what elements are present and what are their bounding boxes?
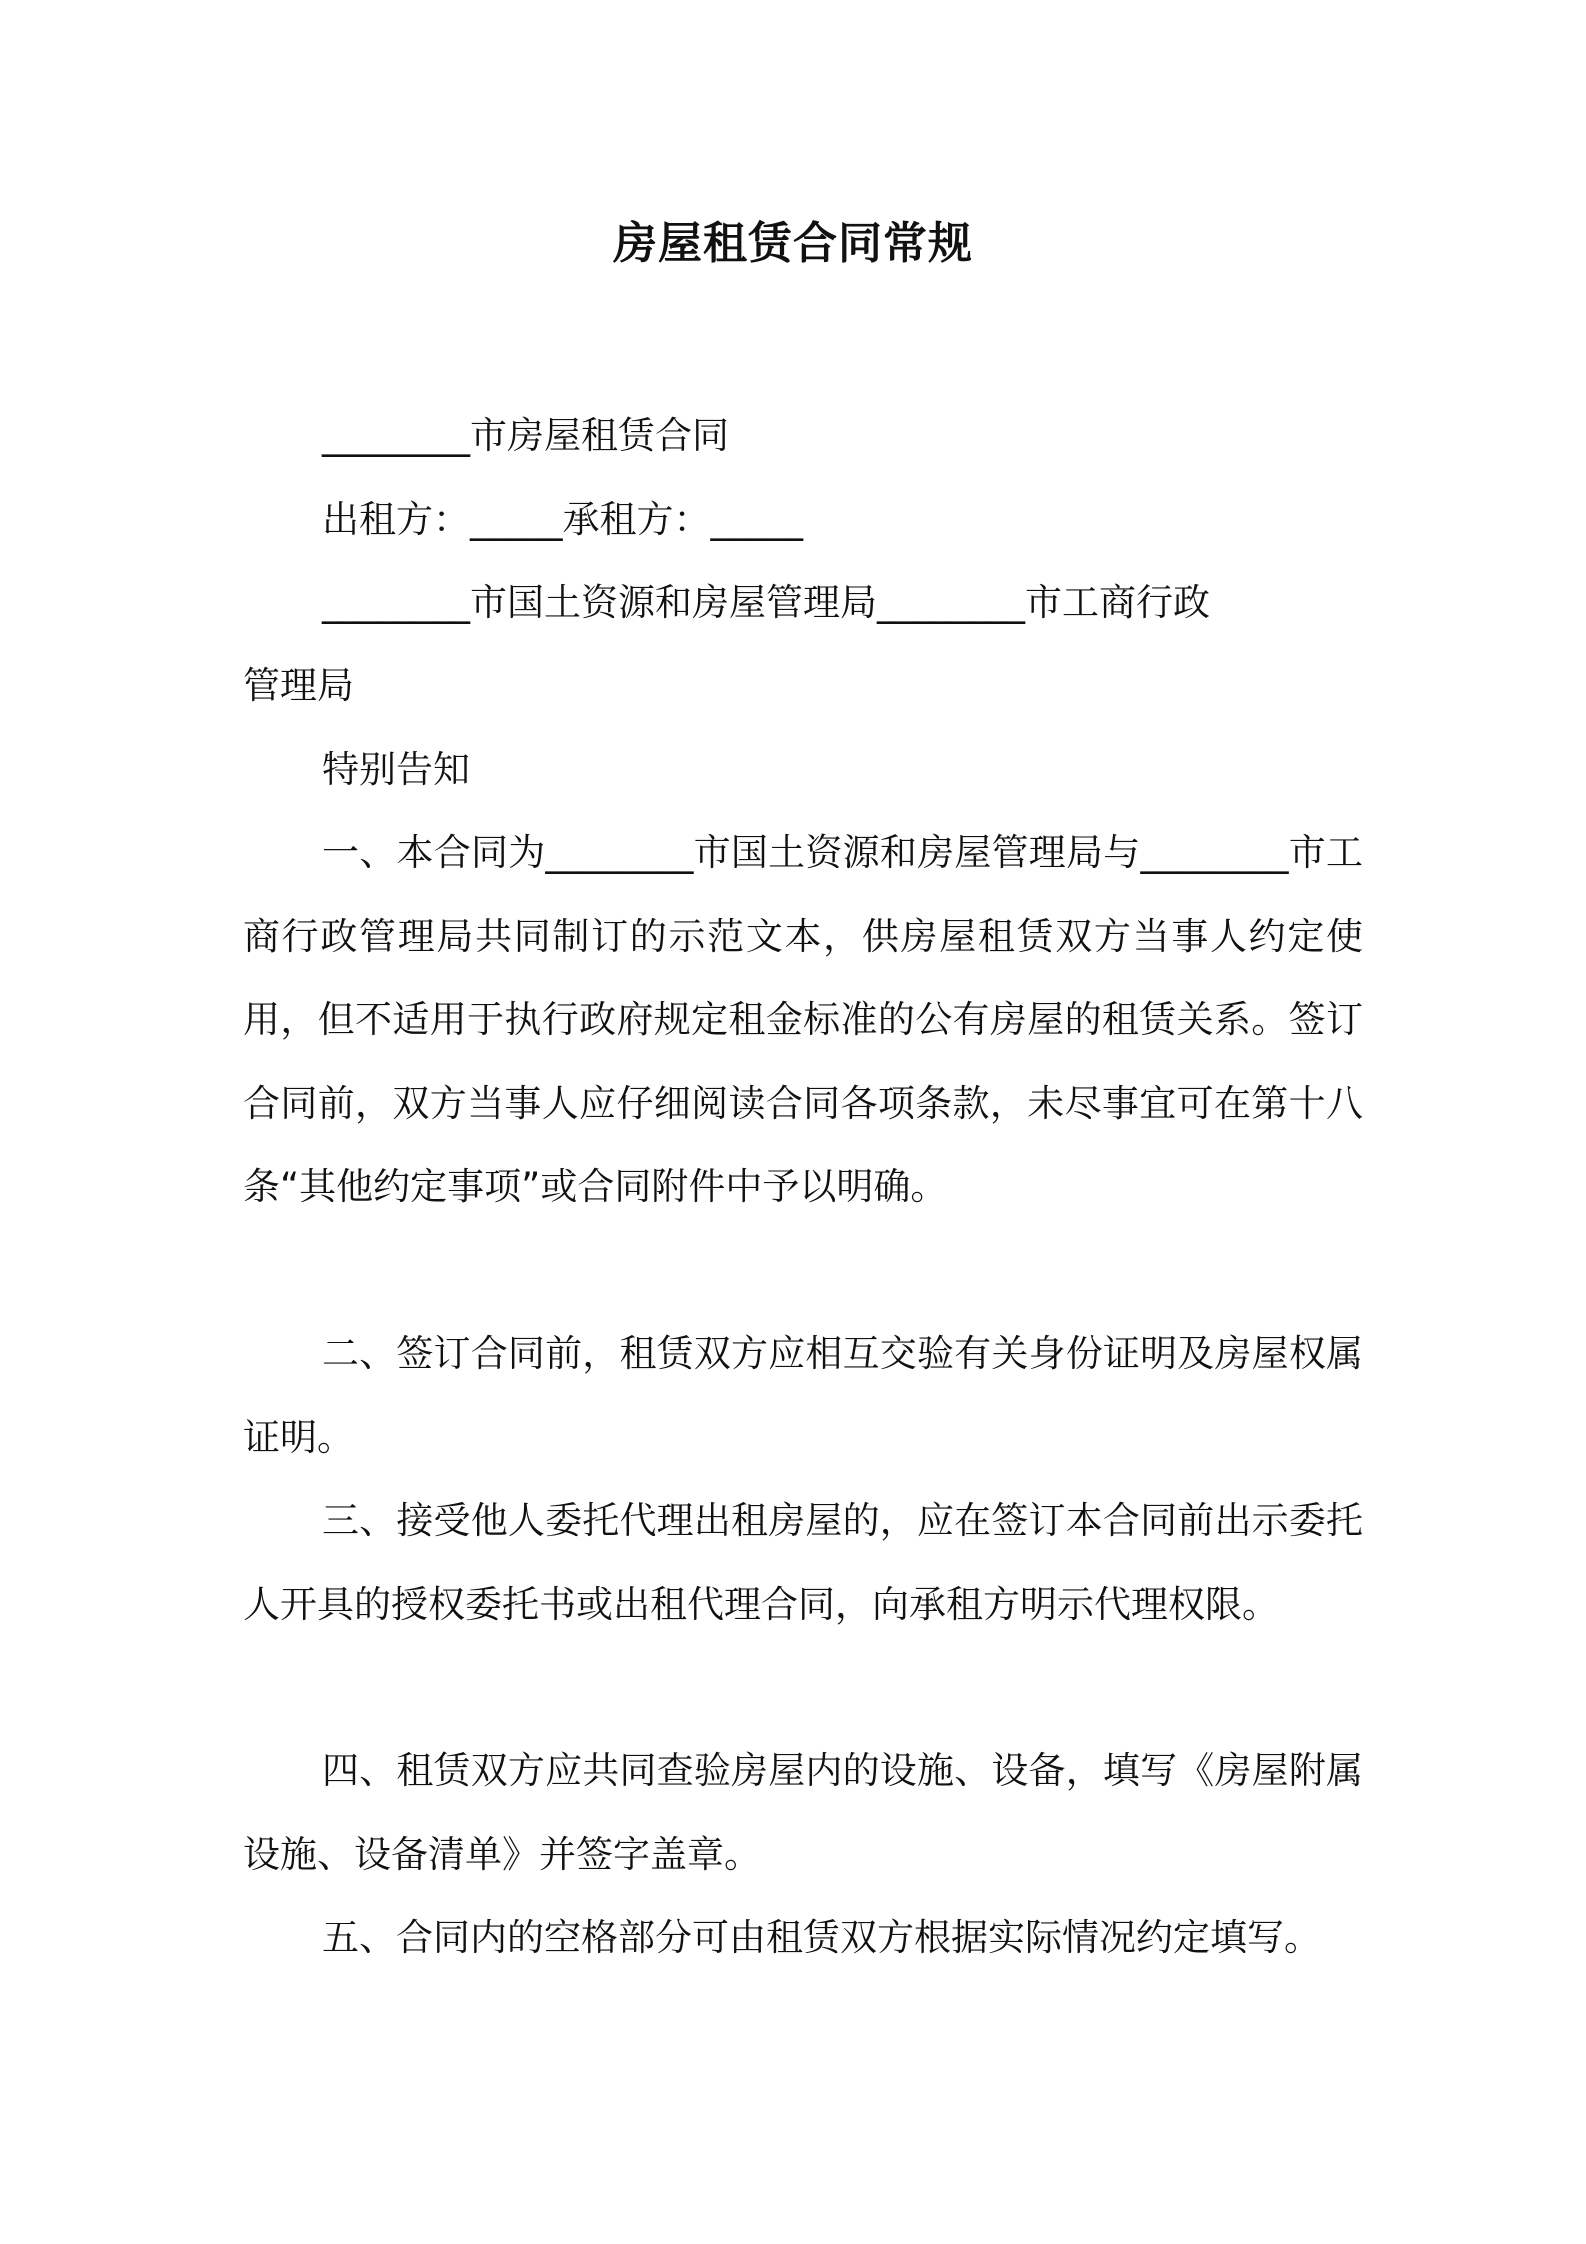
notice-item-2: 二、签订合同前，租赁双方应相互交验有关身份证明及房屋权属证明。 <box>243 1332 1363 1459</box>
document-title: 房屋租赁合同常规 <box>613 218 973 269</box>
notice-item-1: 一、本合同为________市国土资源和房屋管理局与________市工商行政管理局共同制订的示范文本，供房屋租赁双方当事人约定使用，但不适用于执行政府规定租金标准的公有房屋的租赁关系。签订合同前，双方当事人应仔细阅读合同各项条款，未尽事宜可在第十八条“其他约定事项”或合同附件中予以明确。 <box>243 831 1363 1208</box>
notice-item-4: 四、租赁双方应共同查验房屋内的设施、设备，填写《房屋附属设施、设备清单》并签字盖章。 <box>243 1749 1363 1876</box>
contract-header-line: ________市房屋租赁合同 <box>322 414 729 457</box>
parties-line: 出租方：_____承租方：_____ <box>322 498 803 541</box>
authorities-line: ________市国土资源和房屋管理局________市工商行政 <box>322 581 1210 624</box>
notice-item-3: 三、接受他人委托代理出租房屋的，应在签订本合同前出示委托人开具的授权委托书或出租代理合同，向承租方明示代理权限。 <box>243 1499 1363 1626</box>
authorities-line-continued: 管理局 <box>243 664 354 707</box>
notice-item-5: 五、合同内的空格部分可由租赁双方根据实际情况约定填写。 <box>322 1916 1321 1959</box>
notice-heading: 特别告知 <box>322 748 470 791</box>
